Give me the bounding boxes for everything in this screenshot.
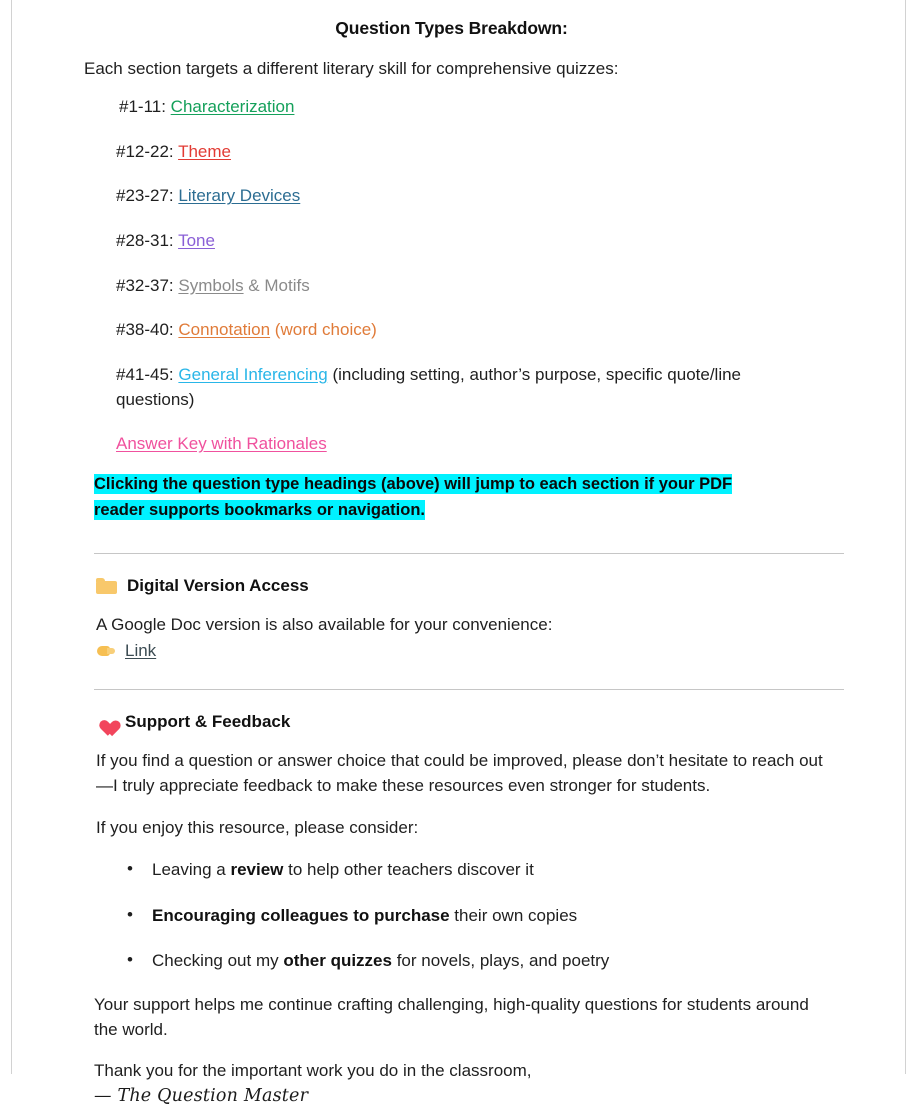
question-range-label: #32-37: [116,275,179,295]
document-page [11,0,906,1107]
folder-icon [96,578,117,594]
bullet-pre-text: Leaving a [152,860,231,880]
question-type-row-literary-devices [12,184,905,209]
list-item [12,858,831,883]
link-google-doc[interactable]: Link [125,640,157,660]
support-paragraph-3: Your support helps me continue crafting challenging, high-quality questions for students around the world. [94,994,809,1040]
support-paragraph-2: If you enjoy this resource, please consider: [96,817,419,837]
link-theme[interactable]: Theme [178,141,231,161]
question-type-row-connotation [12,318,905,343]
question-type-row-tone [12,229,905,254]
question-type-tail: & Motifs [243,275,310,295]
link-tone[interactable]: Tone [178,231,215,251]
bullet-post-text: their own copies [449,905,578,925]
question-range-label: #12-22: [116,141,179,161]
question-range-label: #1-11: [119,97,171,117]
question-type-tail: (including setting, author’s purpose, specific quote/line questions) [116,365,742,409]
question-types-list [12,95,905,412]
page-title: Question Types Breakdown: [335,18,568,38]
intro-paragraph: Each section targets a different literary skill for comprehensive quizzes: [84,59,619,78]
question-type-row-characterization [12,95,905,120]
link-general-inferencing[interactable]: General Inferencing [178,365,328,384]
closing-text: Thank you for the important work you do in the classroom, [94,1061,532,1081]
heart-icon [96,713,115,730]
support-paragraph-1: If you find a question or answer choice that could be improved, please don’t hesitate to reach out—I truly appreciate feedback to make these resources even stronger for students. [96,750,823,795]
question-type-row-theme [12,140,905,165]
support-feedback-heading [12,712,905,732]
closing-block [12,1059,905,1109]
link-symbols[interactable]: Symbols [178,275,244,295]
question-range-label: #41-45: [116,365,179,384]
bullet-bold-text: review [230,860,284,880]
list-item [12,949,831,974]
signature-text: — The Question Master [94,1086,309,1107]
digital-version-heading-label: Digital Version Access [127,576,309,596]
section-divider [94,553,844,554]
question-range-label: #38-40: [116,320,179,340]
support-bullet-list [12,858,905,974]
pointing-hand-icon [96,642,116,659]
link-connotation[interactable]: Connotation [178,320,271,340]
question-type-row-symbols [12,274,905,299]
document-body [12,0,905,1109]
question-type-tail: (word choice) [270,320,377,340]
question-range-label: #28-31: [116,231,179,251]
support-feedback-heading-label: Support & Feedback [125,711,291,731]
link-literary-devices[interactable]: Literary Devices [178,186,301,206]
bullet-post-text: to help other teachers discover it [283,860,534,880]
section-divider [94,689,844,690]
question-type-row-general-inferencing [12,363,905,412]
bullet-pre-text: Checking out my [152,951,284,971]
digital-version-body: A Google Doc version is also available for your convenience: [96,615,553,635]
bullet-bold-text: Encouraging colleagues to purchase [152,905,450,925]
question-range-label: #23-27: [116,186,179,206]
link-answer-key-with-rationales[interactable]: Answer Key with Rationales [116,434,327,454]
bullet-bold-text: other quizzes [283,951,392,971]
highlight-callout [12,472,905,523]
highlight-text: Clicking the question type headings (above) will jump to each section if your PDF reader supports bookmarks or navigation. [94,475,733,519]
digital-version-heading [12,576,905,596]
list-item [12,904,831,929]
link-characterization[interactable]: Characterization [170,97,295,117]
bullet-post-text: for novels, plays, and poetry [391,951,610,971]
answer-key-row [12,434,905,454]
google-doc-link-row[interactable] [12,641,905,661]
